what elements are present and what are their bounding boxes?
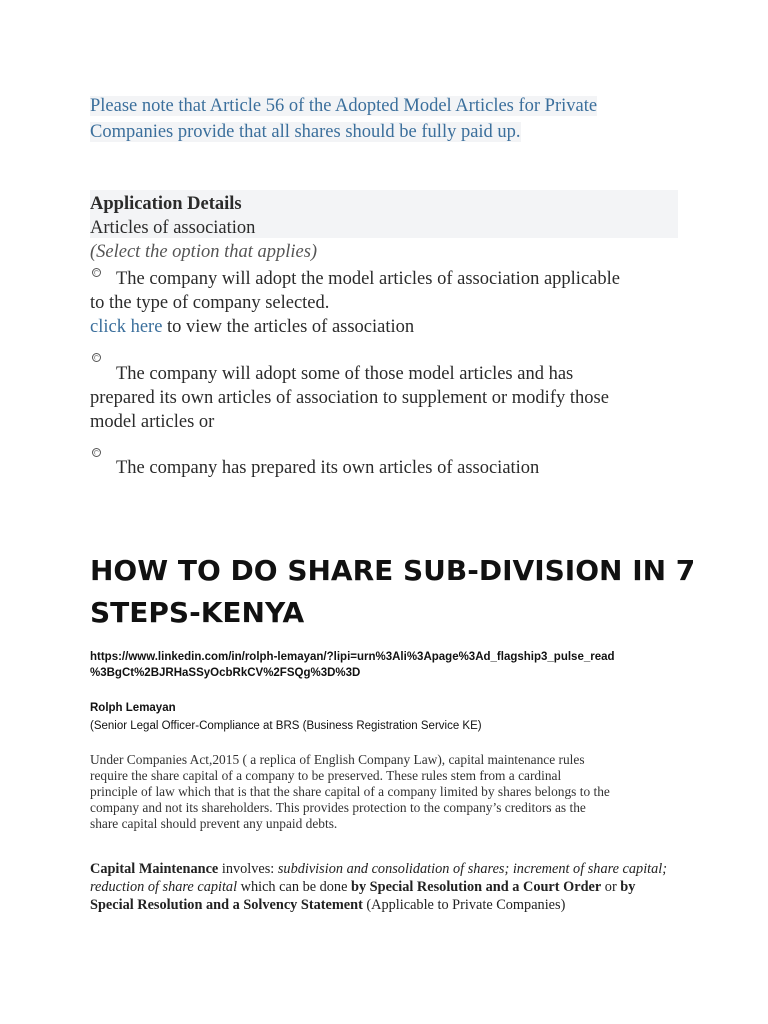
option-2: [90, 362, 690, 434]
notice-line-1: Please note that Article 56 of the Adopted Model Articles for Private: [90, 96, 598, 116]
source-url-line2: %3BgCt%2BJRHaSSyOcbRkCV%2FSQg%3D%3D: [90, 667, 361, 679]
view-articles-link-suffix: to view the articles of association: [162, 317, 415, 337]
cm-involves: involves:: [218, 861, 278, 877]
option-1: [90, 267, 690, 339]
capital-maintenance-label: Capital Maintenance: [90, 861, 219, 877]
select-option-hint: (Select the option that applies): [90, 242, 318, 262]
intro-line3: principle of law which that is that the share capital of a company limited by shares belongs to the: [90, 784, 610, 799]
article-heading: [90, 550, 730, 634]
cm-or: or: [601, 879, 621, 895]
source-url: [90, 649, 690, 681]
option-1-text-line1: The company will adopt the model articles of association applicable: [116, 269, 620, 289]
intro-line1: Under Companies Act,2015 ( a replica of English Company Law), capital maintenance rules: [90, 752, 585, 767]
application-details-title: Application Details: [90, 194, 242, 214]
source-url-line1: https://www.linkedin.com/in/rolph-lemayan/?lipi=urn%3Ali%3Apage%3Ad_flagship3_pulse_read: [90, 651, 615, 663]
option-3: [90, 456, 690, 480]
option-3-text-line1: The company has prepared its own articles of association: [116, 458, 540, 478]
cm-option-solvency: by Special Resolution and a Solvency Statement: [90, 879, 636, 913]
article-heading-line1: HOW TO DO SHARE SUB-DIVISION IN 7: [90, 554, 696, 587]
intro-line2: require the share capital of a company to be preserved. These rules stem from a cardinal: [90, 768, 562, 783]
option-2-radio[interactable]: [92, 353, 101, 362]
author-name: Rolph Lemayan: [90, 702, 176, 714]
intro-line5: share capital should prevent any unpaid debts.: [90, 816, 338, 831]
cm-items: subdivision and consolidation of shares; increment of share capital; reduction of share capital: [90, 861, 668, 895]
capital-maintenance-paragraph: [90, 860, 682, 914]
notice-text: [90, 93, 650, 145]
cm-tail: (Applicable to Private Companies): [362, 897, 566, 913]
view-articles-link[interactable]: click here: [90, 317, 163, 337]
intro-paragraph: [90, 752, 682, 832]
intro-line4: company and not its shareholders. This provides protection to the company’s creditors as the: [90, 800, 586, 815]
option-2-text-line1: The company will adopt some of those model articles and has: [116, 364, 574, 384]
cm-done: which can be done: [237, 879, 351, 895]
cm-option-court-order: by Special Resolution and a Court Order: [351, 879, 602, 895]
option-2-text-line3: model articles or: [90, 412, 215, 432]
notice-line-2: Companies provide that all shares should be fully paid up.: [90, 122, 521, 142]
author-role: (Senior Legal Officer-Compliance at BRS (Business Registration Service KE): [90, 720, 482, 732]
article-heading-line2: STEPS-KENYA: [90, 596, 305, 629]
articles-of-association-label: Articles of association: [90, 218, 256, 238]
option-1-text-line2: to the type of company selected.: [90, 293, 330, 313]
option-2-text-line2: prepared its own articles of association to supplement or modify those: [90, 388, 609, 408]
